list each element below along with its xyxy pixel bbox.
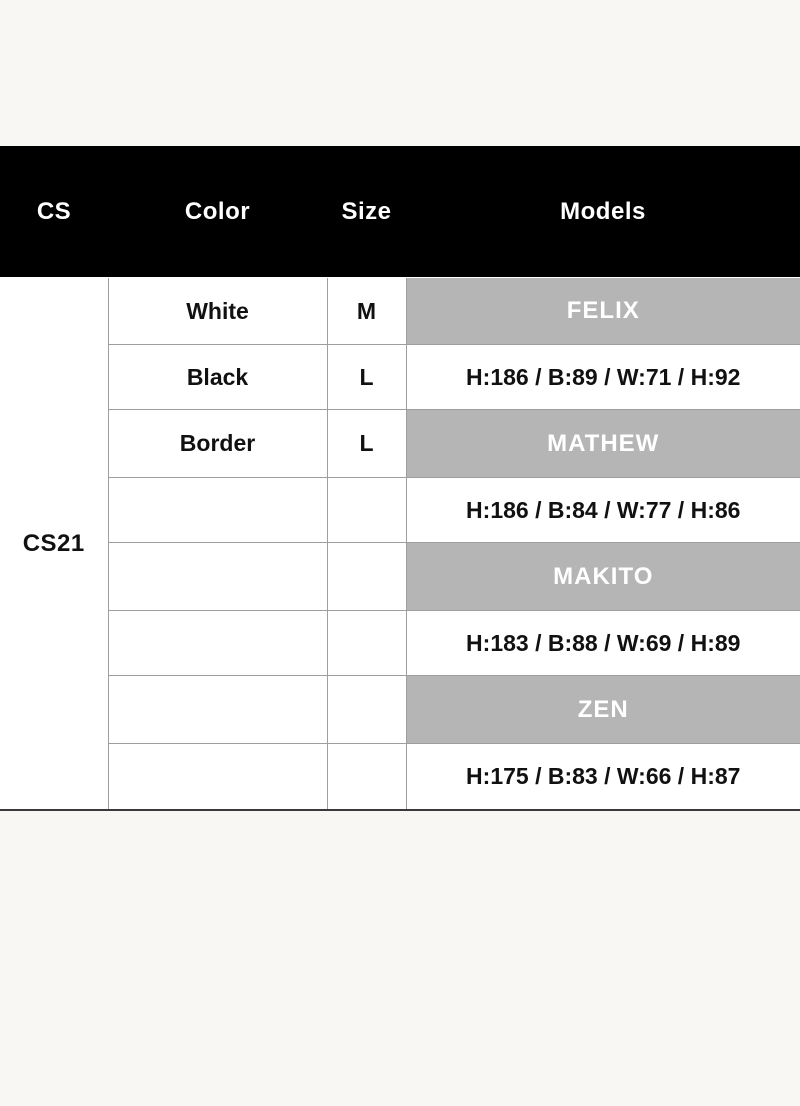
size-chart-table (0, 278, 800, 811)
color-cell (108, 477, 327, 542)
header-col-cs: CS (36, 197, 72, 225)
size-cell: L (327, 410, 406, 478)
table-row (0, 676, 800, 744)
size-chart-header (0, 146, 800, 277)
table-row (0, 743, 800, 810)
color-cell: White (108, 278, 327, 345)
model-name-cell: FELIX (406, 278, 800, 345)
color-cell (108, 610, 327, 675)
model-measurements-cell: H:186 / B:89 / W:71 / H:92 (406, 345, 800, 410)
color-cell (108, 743, 327, 810)
table-row (0, 410, 800, 478)
color-cell: Black (108, 345, 327, 410)
model-name-cell: MATHEW (406, 410, 800, 478)
model-name-cell: MAKITO (406, 543, 800, 611)
color-cell (108, 543, 327, 611)
model-measurements-cell: H:175 / B:83 / W:66 / H:87 (406, 743, 800, 810)
table-row (0, 610, 800, 675)
table-row (0, 543, 800, 611)
table-row (0, 345, 800, 410)
size-cell (327, 477, 406, 542)
size-cell (327, 743, 406, 810)
size-cell: L (327, 345, 406, 410)
size-cell: M (327, 278, 406, 345)
table-row (0, 278, 800, 345)
header-col-color: Color (184, 197, 251, 225)
model-measurements-cell: H:183 / B:88 / W:69 / H:89 (406, 610, 800, 675)
cs-code-cell: CS21 (0, 278, 108, 810)
header-col-size: Size (341, 197, 392, 225)
size-cell (327, 676, 406, 744)
model-measurements-cell: H:186 / B:84 / W:77 / H:86 (406, 477, 800, 542)
color-cell: Border (108, 410, 327, 478)
color-cell (108, 676, 327, 744)
size-cell (327, 543, 406, 611)
header-col-models: Models (560, 197, 646, 225)
model-name-cell: ZEN (406, 676, 800, 744)
size-cell (327, 610, 406, 675)
table-row (0, 477, 800, 542)
